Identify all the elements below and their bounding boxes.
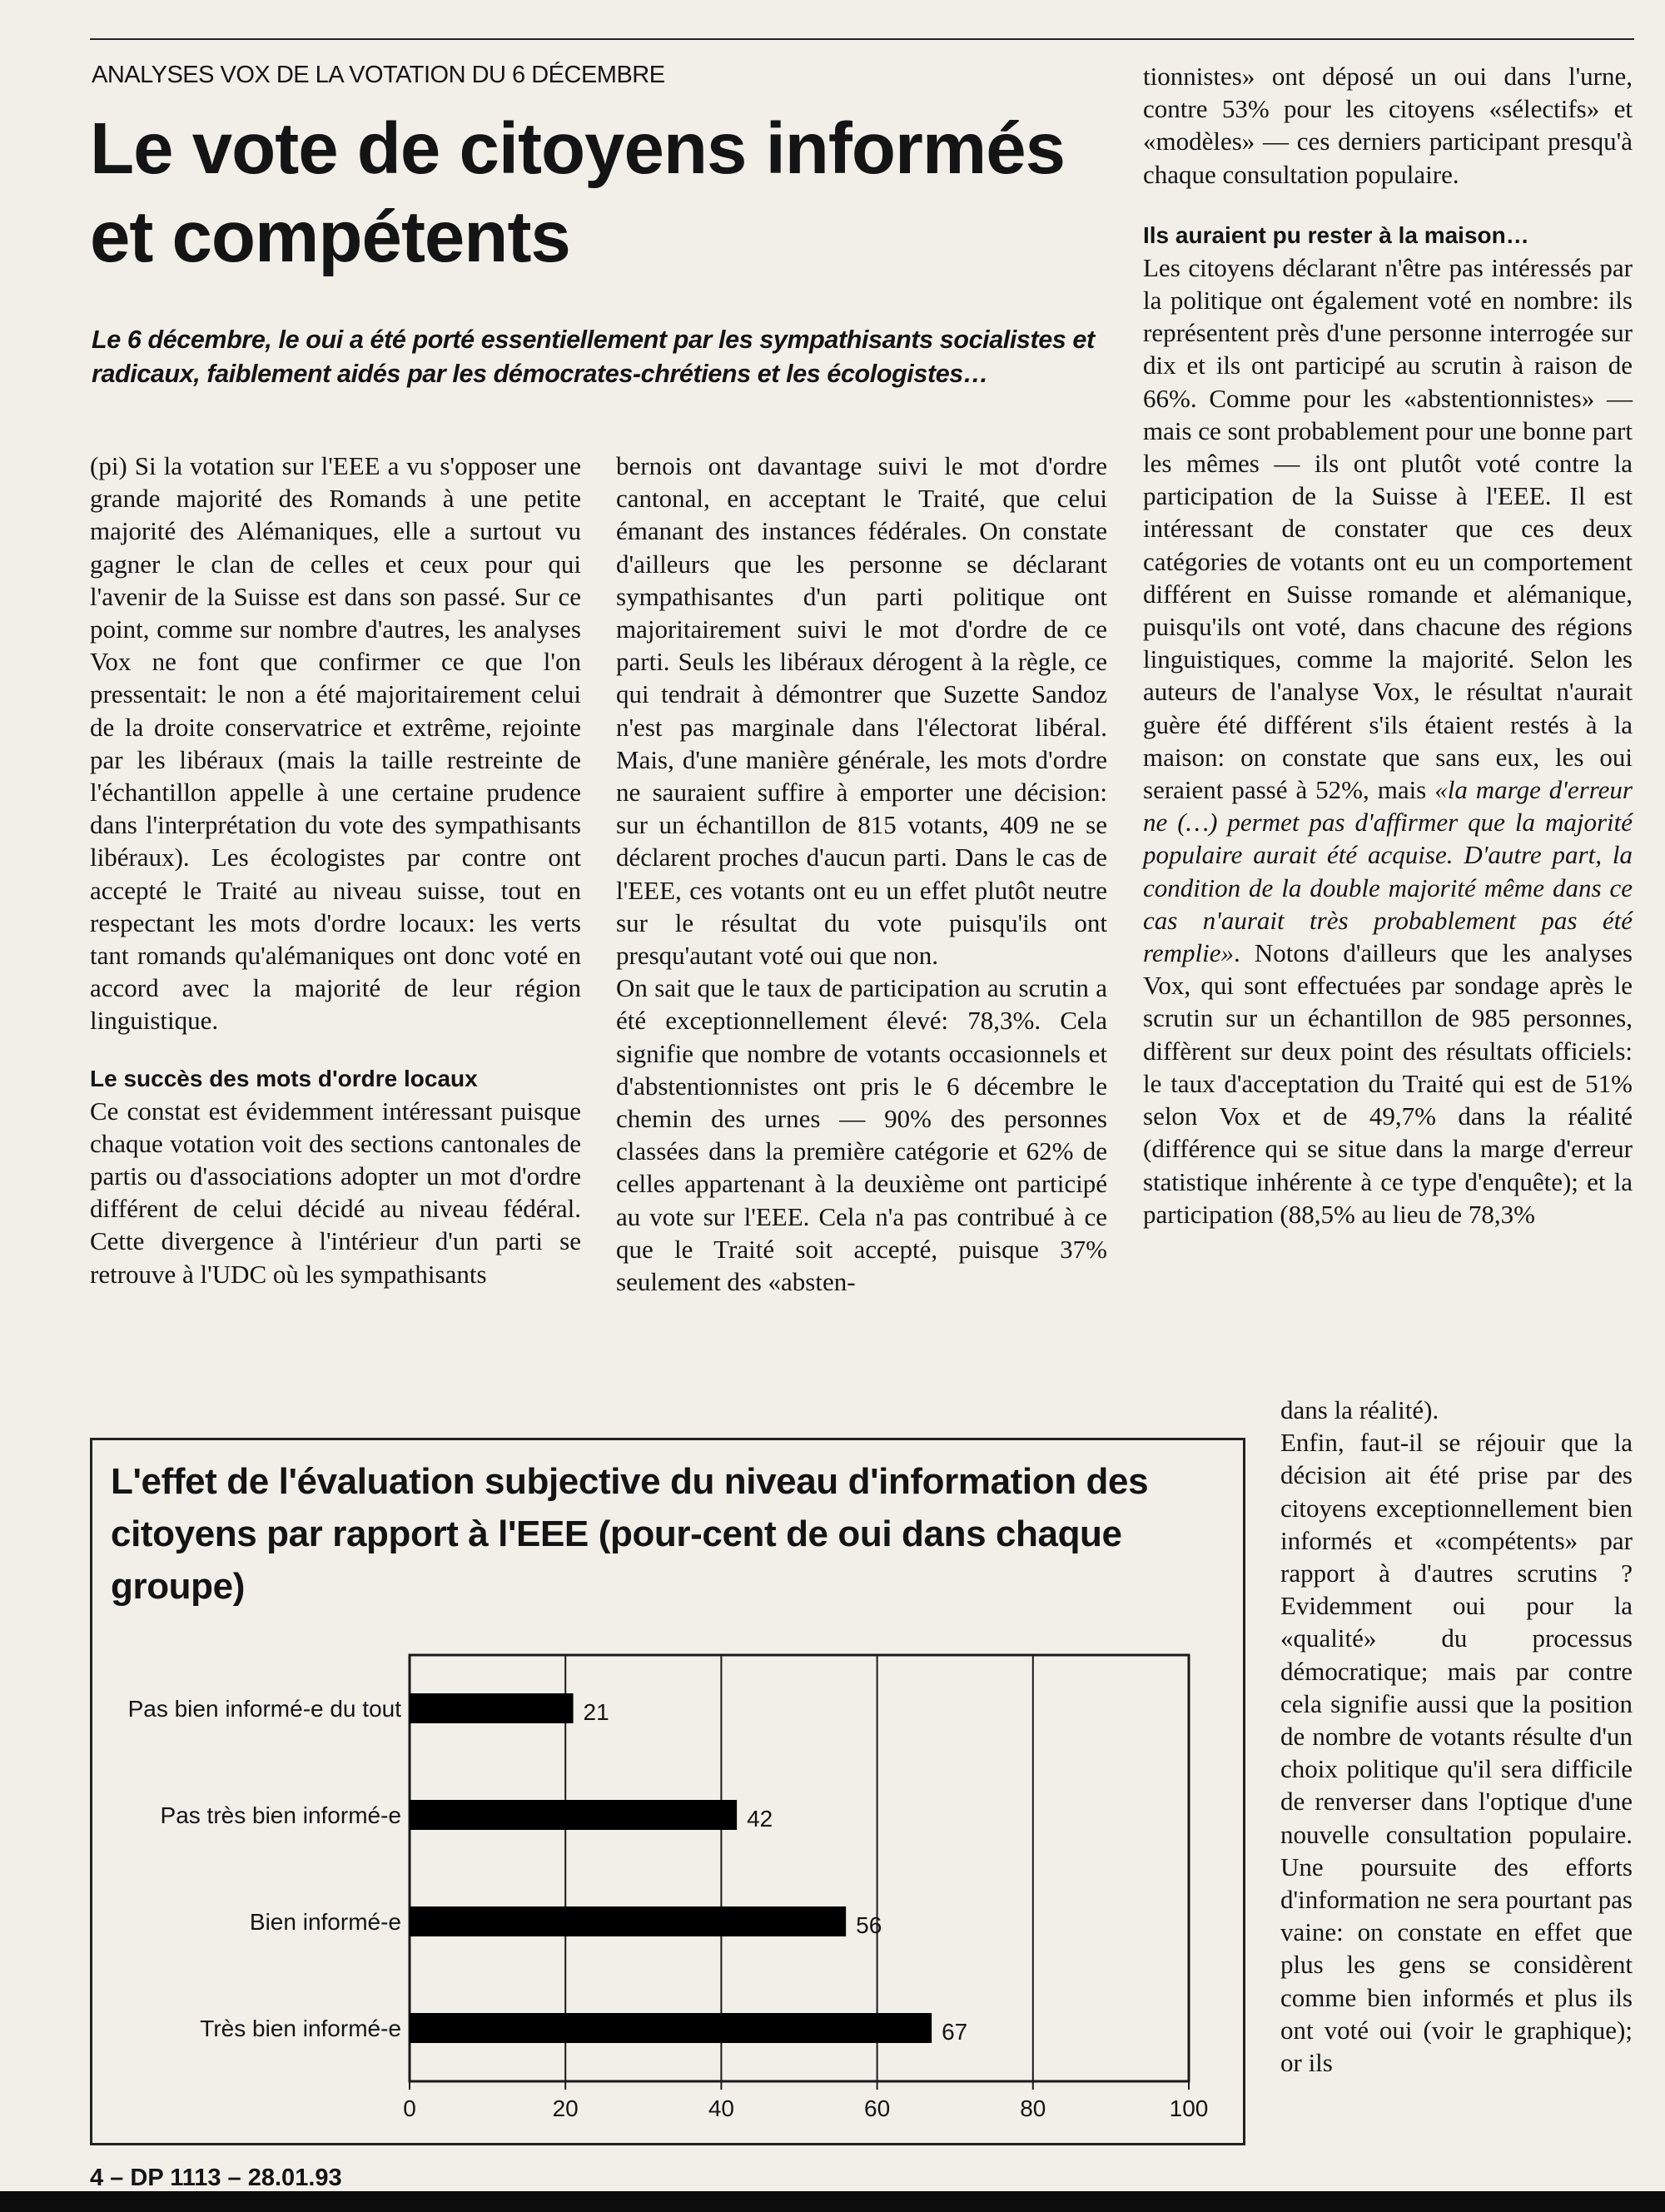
data-label: 21: [583, 1699, 609, 1725]
subheading-mots-ordre: Le succès des mots d'ordre locaux: [90, 1065, 478, 1091]
top-rule: [90, 38, 1634, 40]
x-tick-label: 60: [864, 2095, 891, 2121]
subheading-maison: Ils auraient pu rester à la maison…: [1143, 221, 1529, 248]
x-tick-label: 100: [1169, 2095, 1209, 2121]
x-tick-label: 0: [403, 2095, 416, 2121]
column-3-text-b: . Notons d'ailleurs que les analyses Vox, qui sont effectuées par sondage après le scrutin sur un échantillon de 985 personnes, diffèrent sur deux point des résultats officiels: le taux d'acceptation du Traité qui est de 51% selon Vox et de 49,7% dans la réalité (différence qui se situe dans la marge d'erreur statistique inhérente à ce type d'enquête); et la participation (88,5% au lieu de 78,3%: [1143, 938, 1633, 1229]
column-2-paragraph-2: On sait que le taux de participation au scrutin a été exceptionnellement élevé: 78,3%. Cela signifie que nombre de votants occasionnels et d'abstentionnistes ont pris le 6 décembre le chemin des urnes — 90% des personnes classées dans la première catégorie et 62% de celles appartenant à la deuxième ont participé au vote sur l'EEE. Cela n'a pas contribué à ce que le Traité soit accepté, puisque 37% seulement des «absten-: [616, 973, 1107, 1297]
category-label: Pas bien informé-e du tout: [127, 1696, 401, 1722]
data-label: 67: [942, 2019, 968, 2045]
x-tick-label: 20: [552, 2095, 579, 2121]
column-3-continued: [1280, 1394, 1633, 2079]
column-3-paragraph-1: tionnistes» ont déposé un oui dans l'urne, contre 53% pour les citoyens «sélectifs» et «modèles» — ces derniers participant presqu'à chaque consultation populaire.: [1143, 62, 1633, 189]
column-2-paragraph-1: bernois ont davantage suivi le mot d'ordre cantonal, en acceptant le Traité, que celui émanant des instances fédérales. On constate d'ailleurs que les personne se déclarant sympathisantes d'un parti politique ont majoritairement suivi le mot d'ordre de ce parti. Seuls les libéraux dérogent à la règle, ce qui tendrait à démontrer que Suzette Sandoz n'est pas marginale dans l'électorat libéral. Mais, d'une manière générale, les mots d'ordre ne sauraient suffire à emporter une décision: sur un échantillon de 815 votants, 409 ne se déclarent proches d'aucun parti. Dans le cas de l'EEE, ces votants ont eu un effet plutôt neutre sur le résultat du vote puisqu'ils ont presqu'autant voté oui que non.: [616, 451, 1107, 971]
lead-paragraph: Le 6 décembre, le oui a été porté essentiellement par les sympathisants socialistes et radicaux, faiblement aidés par les démocrates-chrétiens et les écologistes…: [92, 326, 1095, 388]
bar-chart: [92, 1440, 1243, 2143]
bar-2: [410, 1800, 737, 1830]
headline: Le vote de citoyens informés et compétents: [90, 108, 1066, 277]
kicker: ANALYSES VOX DE LA VOTATION DU 6 DÉCEMBRE: [92, 62, 665, 88]
category-label: Bien informé-e: [249, 1909, 401, 1935]
column-1-paragraph-2: Ce constat est évidemment intéressant puisque chaque votation voit des sections cantonales de partis ou d'associations adopter un mot d'ordre différent de celui décidé au niveau fédéral. Cette divergence à l'intérieur d'un parti se retrouve à l'UDC où les sympathisants: [90, 1096, 581, 1289]
x-tick-label: 80: [1020, 2095, 1046, 2121]
chart-title: L'effet de l'évaluation subjective du niveau d'information des citoyens par rapport à l'EEE (pour-cent de oui dans chaque groupe): [111, 1461, 1149, 1607]
x-tick-label: 40: [708, 2095, 734, 2121]
vox-quote: «la marge d'erreur ne (…) permet pas d'affirmer que la majorité populaire aurait été acquise. D'autre part, la condition de la double majorité même dans ce cas n'aurait très probablement pas été remplie»: [1143, 775, 1633, 968]
column-3-paragraph-3: Enfin, faut-il se réjouir que la décision ait été prise par des citoyens exceptionnellement bien informés et «compétents» par rapport à d'autres scrutins ? Evidemment oui pour la «qualité» du processus démocratique; mais par contre cela signifie aussi que la position de nombre de votants résulte d'un choix politique qu'il sera difficile de renverser dans l'optique d'une nouvelle consultation populaire. Une poursuite des efforts d'information ne sera pourtant pas vaine: on constate en effet que plus les gens se considèrent comme bien informés et plus ils ont voté oui (voir le graphique); or ils: [1280, 1428, 1633, 2078]
category-label: Très bien informé-e: [200, 2016, 401, 2041]
column-1-paragraph-1: (pi) Si la votation sur l'EEE a vu s'opposer une grande majorité des Romands à une petite majorité des Alémaniques, elle a surtout vu gagner le clan de celles et ceux pour qui l'avenir de la Suisse est dans son passé. Sur ce point, comme sur nombre d'autres, les analyses Vox ne font que confirmer ce que l'on pressentait: le non a été majoritairement celui de la droite conservatrice et extrême, rejointe par les libéraux (mais la taille restreinte de l'échantillon appelle à une certaine prudence dans l'interprétation du vote des sympathisants libéraux). Les écologistes par contre ont accepté le Traité au niveau suisse, tout en respectant les mots d'ordre locaux: les verts tant romands qu'alémaniques ont donc voté en accord avec la majorité de leur région linguistique.: [90, 451, 581, 1036]
column-1: [90, 450, 581, 1290]
category-label: Pas très bien informé-e: [160, 1802, 401, 1828]
bar-4: [410, 2013, 932, 2043]
bottom-band: [0, 2191, 1665, 2212]
data-label: 42: [747, 1806, 773, 1832]
column-3-text-a: Les citoyens déclarant n'être pas intéressés par la politique ont également voté en nombre: ils représentent près d'une personne interrogée sur dix et ils ont participé au scrutin à raison de 66%. Comme pour les «abstentionnistes» — mais ce sont probablement pour une bonne part les mêmes — ils ont plutôt voté contre la participation de la Suisse à l'EEE. Il est intéressant de constater que ces deux catégories de votants ont eu un comportement différent en Suisse romande et alémanique, puisqu'ils ont voté, dans chacune des régions linguistiques, comme la majorité. Selon les auteurs de l'analyse Vox, le résultat n'aurait guère été différent s'ils étaient restés à la maison: on constate que sans eux, les oui seraient passé à 52%, mais: [1143, 252, 1633, 805]
data-label: 56: [856, 1912, 882, 1938]
bar-1: [410, 1693, 574, 1723]
column-3: [1143, 60, 1633, 1230]
bar-3: [410, 1906, 846, 1936]
column-2: [616, 450, 1107, 1298]
page-footer: 4 – DP 1113 – 28.01.93: [90, 2165, 342, 2191]
chart-box: [90, 1438, 1245, 2145]
column-3-paragraph-2: [1143, 251, 1633, 1230]
column-3-paragraph-2-end: dans la réalité).: [1280, 1395, 1439, 1424]
